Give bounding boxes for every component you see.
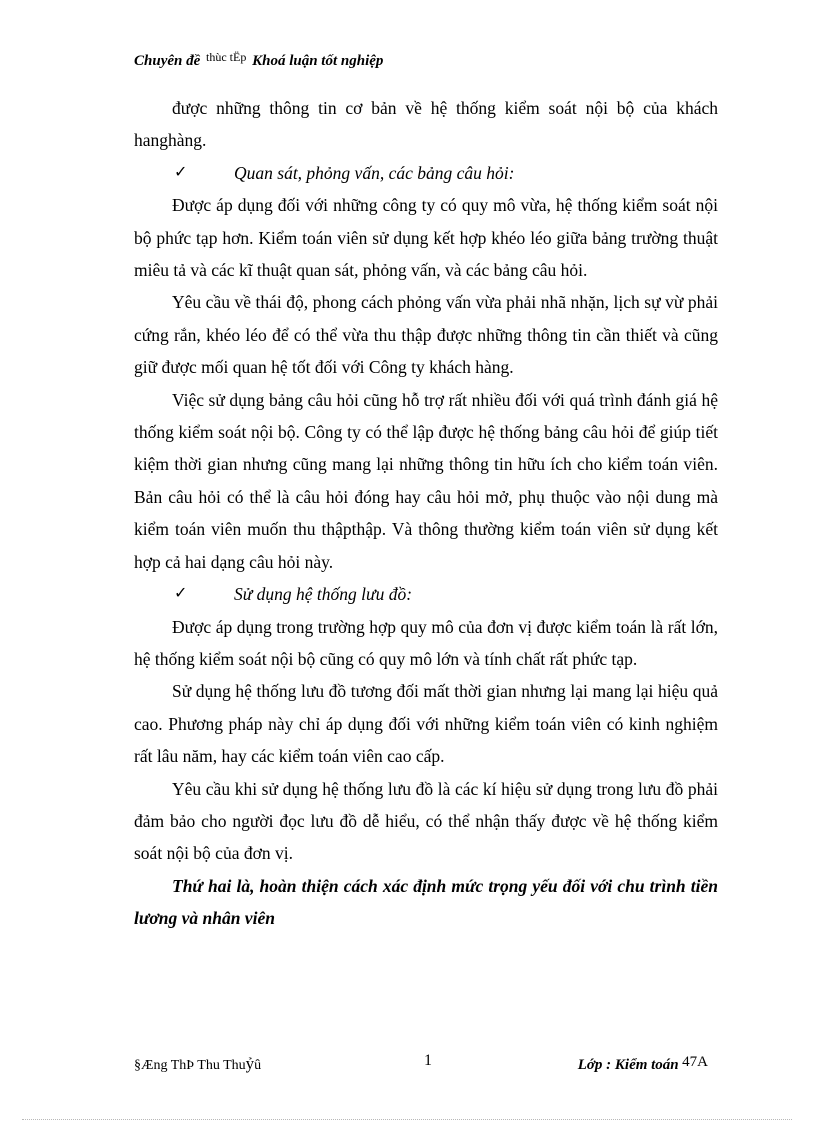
header-text-4: ận t [301,53,326,69]
bullet-heading-text: Sử dụng hệ thống lưu đồ: [234,584,413,605]
bullet-heading-flowchart [134,578,718,610]
footer-author-suffix: ỷ [245,1054,255,1073]
footer-class-number: 47A [682,1054,708,1070]
bullet-heading-observation [134,157,718,189]
header-text-1: Chuyên đề [134,53,201,69]
bottom-dotted-divider [22,1119,792,1120]
footer-author-prefix: §Æng ThÞ Thu Thu [134,1058,246,1073]
paragraph-4: Việc sử dụng bảng câu hỏi cũng hỗ trợ rất nhiều đối với quá trình đánh giá hệ thống kiểm soát nội bộ. Công ty có thể lập được hệ thống bảng câu hỏi để giúp tiết kiệm thời gian nhưng cũng mang lại những thông tin hữu ích cho kiểm toán viên. Bản câu hỏi có thể là câu hỏi đóng hay câu hỏi mở, phụ thuộc vào nội dung mà kiểm toán viên muốn thu thậpthập. Và thông thường kiểm toán viên sử dụng kết hợp cả hai dạng câu hỏi này. [134,389,718,572]
paragraph-5: Được áp dụng trong trường hợp quy mô của đơn vị được kiểm toán là rất lớn, hệ thống kiểm soát nội bộ cũng có quy mô lớn và tính chất rất phức tạp. [134,616,718,669]
page-header [134,50,734,78]
paragraph-7: Yêu cầu khi sử dụng hệ thống lưu đồ là các kí hiệu sử dụng trong lưu đồ phải đảm bảo cho người đọc lưu đồ dễ hiểu, có thể nhận thấy được về hệ thống kiểm soát nội bộ của đơn vị. [134,778,718,864]
paragraph-6: Sử dụng hệ thống lưu đồ tương đối mất thời gian nhưng lại mang lại hiệu quả cao. Phương pháp này chỉ áp dụng đối với những kiểm toán viên có kinh nghiệm rất lâu năm, hay các kiểm toán viên cao cấp. [134,681,718,767]
page-number: 1 [424,1052,432,1069]
header-text-5: ốt ngh [325,53,366,69]
footer-class [578,1054,708,1074]
footer-class-label: Lớp : Kiểm toán [577,1057,679,1073]
checkmark-icon: ✓ [174,585,188,603]
paragraph-1: được những thông tin cơ bản về hệ thống kiểm soát nội bộ của khách hanghàng. [134,98,718,151]
page-footer [134,1054,718,1080]
bullet-heading-text: Quan sát, phỏng vấn, các bảng câu hỏi: [234,162,515,183]
header-text-2: thùc tËp [206,50,247,64]
footer-author-end: û [254,1058,262,1073]
paragraph-3: Yêu cầu về thái độ, phong cách phỏng vấn vừa phải nhã nhặn, lịch sự vừ phải cứng rắn, khéo léo để có thể vừa thu thập được những thông tin cần thiết và cũng giữ được mối quan hệ tốt đối với Công ty khách hàng. [134,292,718,378]
section-heading: Thứ hai là, hoàn thiện cách xác định mức trọng yếu đối với chu trình tiền lương và nhân viên [134,875,718,929]
header-text-3: Khoá lu [252,53,302,69]
checkmark-icon: ✓ [174,163,188,181]
header-text-6: iệp [365,53,384,69]
paragraph-2: Được áp dụng đối với những công ty có quy mô vừa, hệ thống kiểm soát nội bộ phức tạp hơn. Kiểm toán viên sử dụng kết hợp khéo léo giữa bảng trường thuật miêu tả và các kĩ thuật quan sát, phỏng vấn, và các bảng câu hỏi. [134,195,718,281]
footer-author [134,1054,261,1074]
document-body [134,92,718,935]
